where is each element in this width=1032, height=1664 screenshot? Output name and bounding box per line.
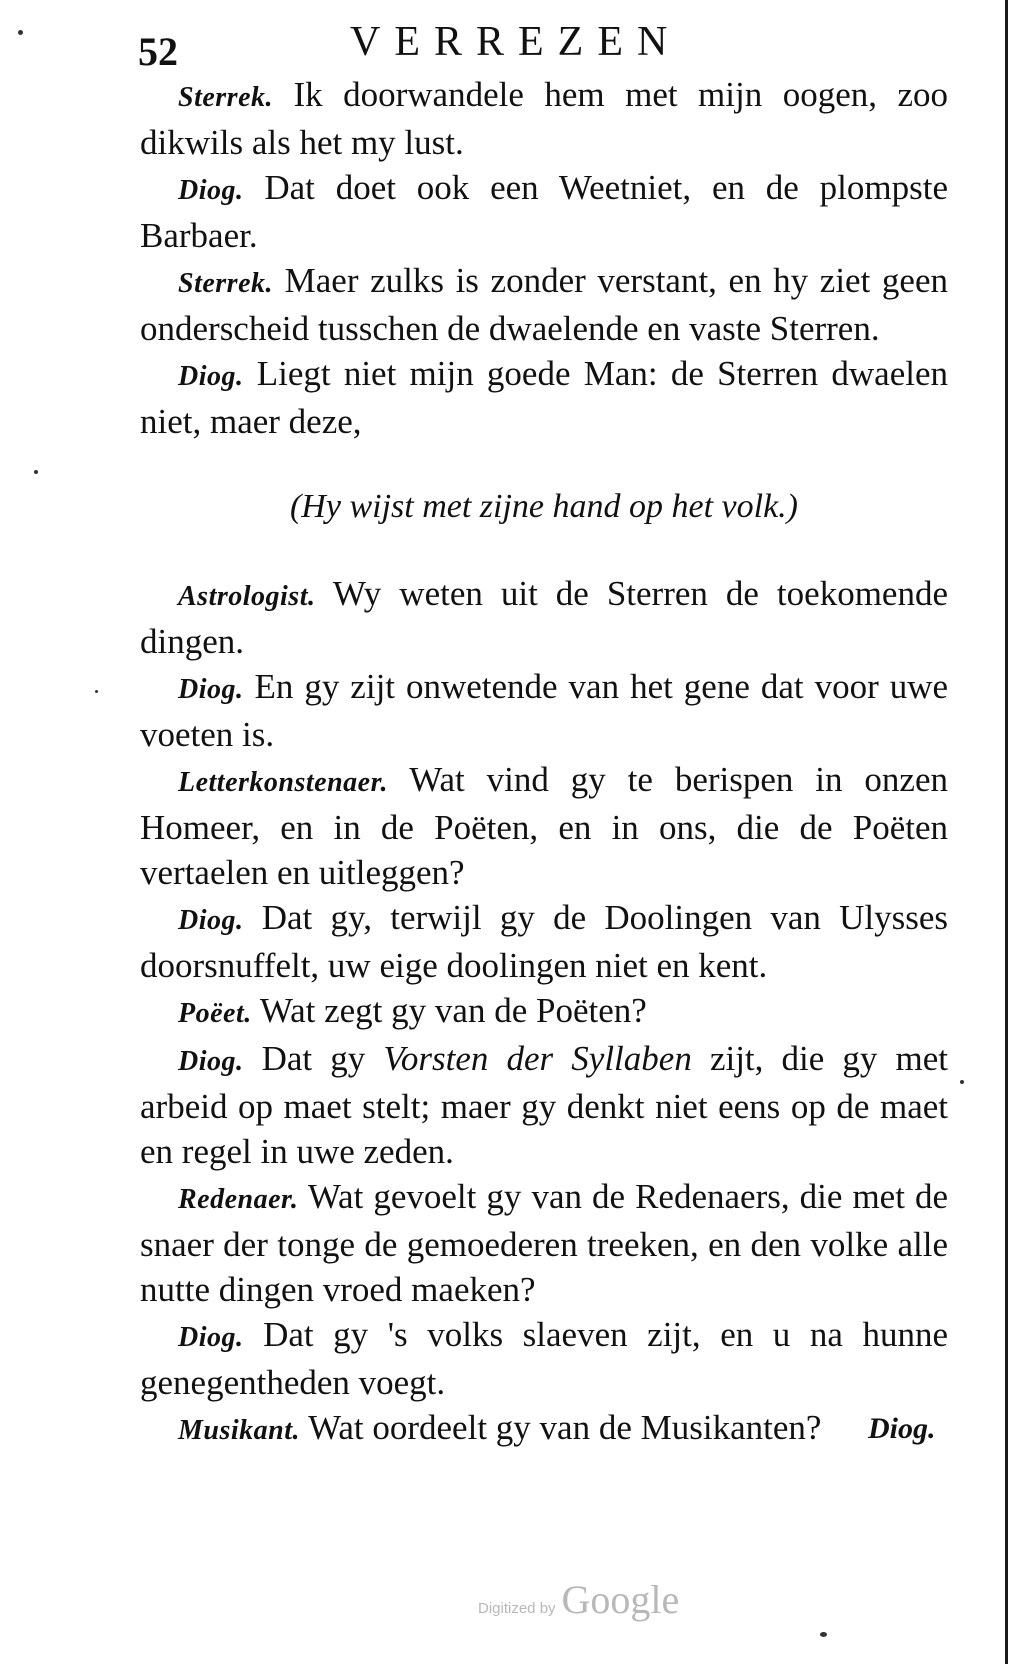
- page-edge-line: [1005, 0, 1008, 1664]
- dialogue-paragraph: [140, 1312, 948, 1405]
- dialogue-paragraph: [140, 895, 948, 988]
- dialogue-paragraph: [140, 72, 948, 165]
- dialogue-paragraph: [140, 664, 948, 757]
- speech-text: zijt, die gy met arbeid op maet stelt; maer gy denkt niet eens op de maet en regel in uwe zeden.: [140, 1039, 949, 1171]
- page-number: 52: [138, 29, 178, 74]
- speech-text: Dat doet ook een Weetniet, en de plompste Barbaer.: [140, 168, 948, 255]
- speaker-name: Diog.: [178, 905, 244, 936]
- speaker-name: Diog.: [178, 361, 244, 392]
- speaker-name: Diog.: [178, 175, 244, 206]
- speech-text: Wy weten uit de Sterren de toekomende dingen.: [140, 574, 948, 661]
- ink-speck: [95, 690, 98, 693]
- running-head: VERREZEN: [350, 19, 682, 65]
- speaker-name: Poëet.: [178, 998, 252, 1029]
- speech-text: Dat gy, terwijl gy de Doolingen van Ulysses doorsnuffelt, uw eige doolingen niet en kent.: [140, 898, 949, 985]
- digitized-watermark: [478, 1576, 679, 1623]
- dialogue-paragraph: [140, 571, 948, 664]
- speech-text: Wat gevoelt gy van de Redenaers, die met de snaer der tonge de gemoederen treeken, en den volke alle nutte dingen vroed maeken?: [140, 1177, 948, 1309]
- speaker-name: Diog.: [178, 674, 244, 705]
- dialogue-paragraph: [140, 988, 948, 1036]
- speech-text: En gy zijt onwetende van het gene dat voor uwe voeten is.: [140, 667, 949, 754]
- speaker-name: Sterrek.: [178, 82, 273, 113]
- speaker-name: Astrologist.: [178, 581, 316, 612]
- ink-speck: [960, 1080, 964, 1084]
- dialogue-paragraph: [140, 258, 948, 351]
- dialogue-paragraph: [140, 1036, 948, 1174]
- speech-text: Ik doorwandele hem met mijn oogen, zoo dikwils als het my lust.: [140, 75, 948, 162]
- dialogue-paragraph: [140, 757, 948, 895]
- italic-phrase: Vorsten der Syllaben: [383, 1039, 692, 1078]
- speaker-name: Diog.: [178, 1046, 244, 1077]
- speaker-name: Letterkonstenaer.: [178, 767, 388, 798]
- speech-text: Maer zulks is zonder verstant, en hy ziet geen onderscheid tusschen de dwaelende en vaste Sterren.: [140, 261, 949, 348]
- dialogue-text: [140, 72, 948, 1453]
- speaker-name: Musikant.: [178, 1415, 300, 1446]
- speaker-name: Sterrek.: [178, 268, 273, 299]
- ink-speck: [34, 470, 38, 474]
- speech-text: Liegt niet mijn goede Man: de Sterren dwaelen niet, maer deze,: [140, 354, 948, 441]
- stage-direction: (Hy wijst met zijne hand op het volk.): [289, 488, 798, 525]
- speaker-name: Redenaer.: [178, 1184, 299, 1215]
- catchword: Diog.: [868, 1412, 936, 1445]
- speech-text: Wat vind gy te berispen in onzen Homeer, en in de Poëten, en in ons, die de Poëten vertaelen en uitleggen?: [140, 760, 948, 892]
- speech-text: Dat gy: [261, 1039, 366, 1078]
- watermark-prefix: Digitized by: [478, 1600, 556, 1617]
- ink-speck: [18, 30, 23, 35]
- dialogue-paragraph: [140, 165, 948, 258]
- watermark-brand: Google: [561, 1577, 680, 1622]
- dialogue-paragraph: [140, 1405, 948, 1453]
- ink-speck: [820, 1632, 827, 1637]
- speech-text: Dat gy 's volks slaeven zijt, en u na hunne genegentheden voegt.: [140, 1315, 948, 1402]
- speech-text: Wat zegt gy van de Poëten?: [259, 991, 647, 1030]
- dialogue-paragraph: [140, 1174, 948, 1312]
- speech-text: Wat oordeelt gy van de Musikanten?: [308, 1408, 822, 1447]
- speaker-name: Diog.: [178, 1322, 244, 1353]
- dialogue-paragraph: [140, 351, 948, 444]
